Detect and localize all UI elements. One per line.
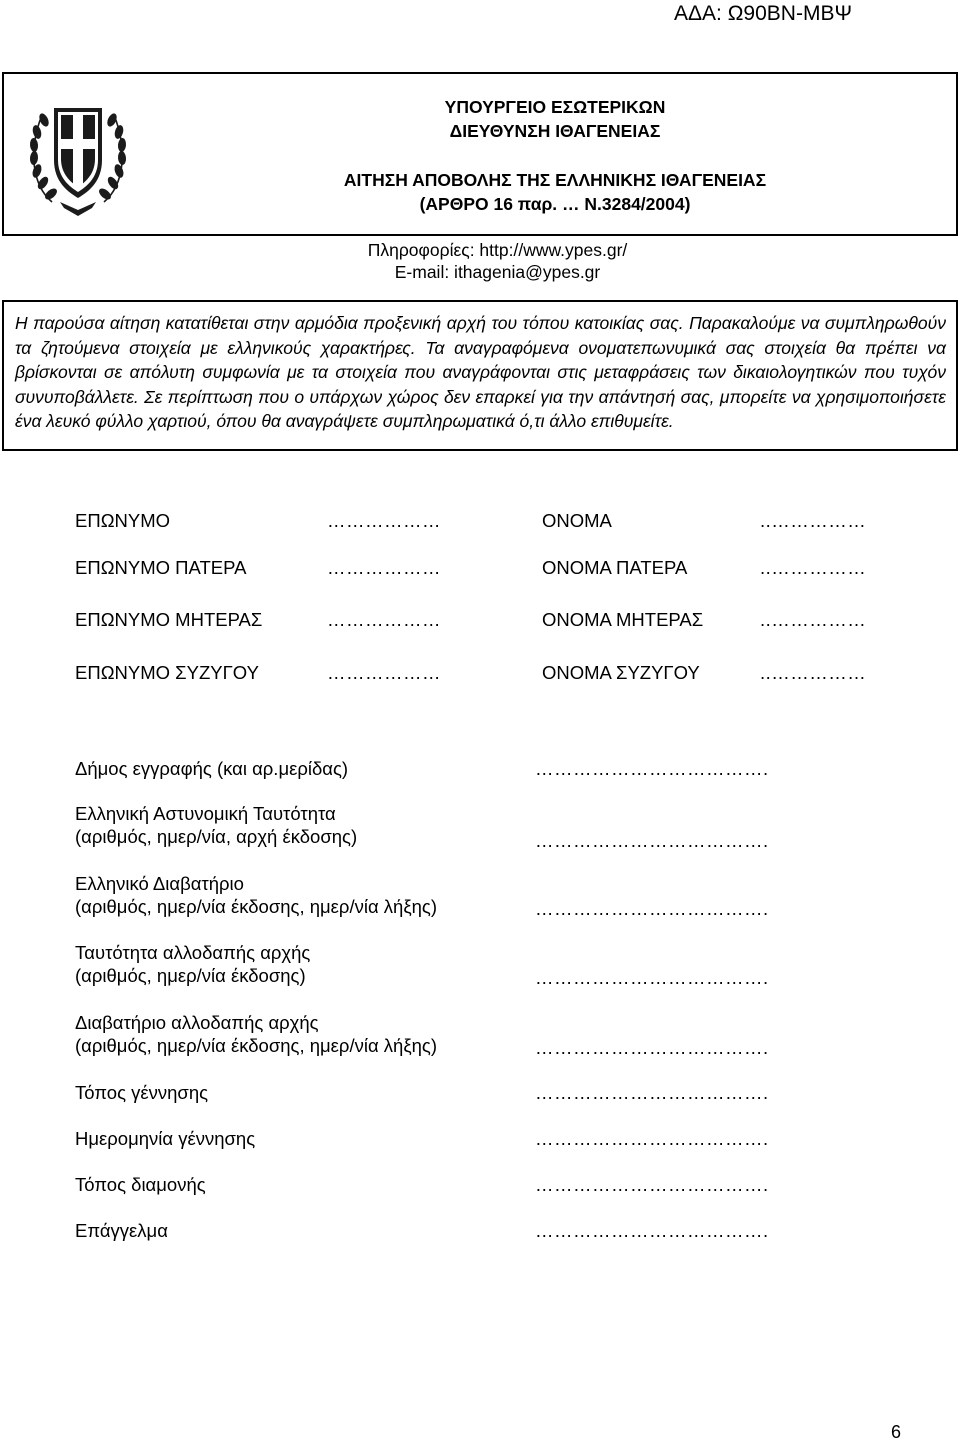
surname-label: ΕΠΩΝΥΜΟ xyxy=(75,510,171,531)
directorate-title: ΔΙΕΥΘΥΝΣΗ ΙΘΑΓΕΝΕΙΑΣ xyxy=(449,121,661,141)
residence-input[interactable]: ………………………………. xyxy=(535,1174,769,1195)
spouse-name-label: ΟΝΟΜΑ ΣΥΖΥΓΟΥ xyxy=(542,662,700,683)
ministry-title: ΥΠΟΥΡΓΕΙΟ ΕΣΩΤΕΡΙΚΩΝ xyxy=(444,97,666,117)
municipality-label: Δήμος εγγραφής (και αρ.μερίδας) xyxy=(75,758,349,779)
birthplace-label: Τόπος γέννησης xyxy=(75,1082,209,1103)
info-email: E-mail: ithagenia@ypes.gr xyxy=(394,262,601,282)
father-surname-label: ΕΠΩΝΥΜΟ ΠΑΤΕΡΑ xyxy=(75,557,247,578)
name-input[interactable]: ..…………… xyxy=(760,510,867,531)
birthdate-input[interactable]: ………………………………. xyxy=(535,1128,769,1149)
father-name-label: ΟΝΟΜΑ ΠΑΤΕΡΑ xyxy=(542,557,688,578)
spouse-surname-label: ΕΠΩΝΥΜΟ ΣΥΖΥΓΟΥ xyxy=(75,662,259,683)
occupation-label: Επάγγελμα xyxy=(75,1220,168,1241)
foreign-id-sublabel: (αριθμός, ημερ/νία έκδοσης) xyxy=(75,965,306,986)
police-id-sublabel: (αριθμός, ημερ/νία, αρχή έκδοσης) xyxy=(75,826,358,847)
name-label: ΟΝΟΜΑ xyxy=(542,510,612,531)
occupation-input[interactable]: ………………………………. xyxy=(535,1220,769,1241)
residence-label: Τόπος διαμονής xyxy=(75,1174,206,1195)
foreign-passport-label: Διαβατήριο αλλοδαπής αρχής xyxy=(75,1012,319,1033)
municipality-input[interactable]: ………………………………. xyxy=(535,758,769,779)
father-surname-input[interactable]: ……………… xyxy=(327,557,441,578)
info-website: Πληροφορίες: http://www.ypes.gr/ xyxy=(367,240,628,260)
mother-surname-input[interactable]: ……………… xyxy=(327,609,441,630)
greek-coat-of-arms-icon xyxy=(22,90,134,218)
notice-text: Η παρούσα αίτηση κατατίθεται στην αρμόδια προξενική αρχή του τόπου κατοικίας σας. Παρακαλούμε να συμπληρωθούν τα ζητούμενα στοιχεία με ελληνικούς χαρακτήρες. Τα αναγραφόμενα ονοματεπωνυμικά σας στοιχεία θα πρέπει να βρίσκονται σε απόλυτη συμφωνία με τα στοιχεία που αναγράφονται στις μεταφράσεις των δικαιολογητικών που τυχόν συνυποβάλλετε. Σε περίπτωση που ο υπάρχων χώρος δεν επαρκεί για την απάντησή σας, μπορείτε να χρησιμοποιήσετε ένα λευκό φύλλο χαρτιού, όπου θα αναγράψετε συμπληρωματικά ό,τι άλλο επιθυμείτε. xyxy=(15,313,946,432)
spouse-name-input[interactable]: ..…………… xyxy=(760,662,867,683)
father-name-input[interactable]: ..…………… xyxy=(760,557,867,578)
article-reference: (ΑΡΘΡΟ 16 παρ. … Ν.3284/2004) xyxy=(419,194,691,214)
police-id-label: Ελληνική Αστυνομική Ταυτότητα xyxy=(75,803,336,824)
notice-box xyxy=(2,300,958,451)
ada-code: ΑΔΑ: Ω90ΒΝ-ΜΒΨ xyxy=(674,2,852,25)
foreign-passport-sublabel: (αριθμός, ημερ/νία έκδοσης, ημερ/νία λήξης) xyxy=(75,1035,437,1056)
surname-input[interactable]: ……………… xyxy=(327,510,441,531)
mother-name-label: ΟΝΟΜΑ ΜΗΤΕΡΑΣ xyxy=(542,609,704,630)
mother-name-input[interactable]: ..…………… xyxy=(760,609,867,630)
foreign-id-input[interactable]: ………………………………. xyxy=(535,967,769,988)
greek-passport-label: Ελληνικό Διαβατήριο xyxy=(75,873,244,894)
application-title: ΑΙΤΗΣΗ ΑΠΟΒΟΛΗΣ ΤΗΣ ΕΛΛΗΝΙΚΗΣ ΙΘΑΓΕΝΕΙΑΣ xyxy=(343,170,767,190)
police-id-input[interactable]: ………………………………. xyxy=(535,830,769,851)
page-number: 6 xyxy=(891,1422,902,1442)
mother-surname-label: ΕΠΩΝΥΜΟ ΜΗΤΕΡΑΣ xyxy=(75,609,263,630)
foreign-passport-input[interactable]: ………………………………. xyxy=(535,1037,769,1058)
spouse-surname-input[interactable]: ……………… xyxy=(327,662,441,683)
foreign-id-label: Ταυτότητα αλλοδαπής αρχής xyxy=(75,942,311,963)
greek-passport-input[interactable]: ………………………………. xyxy=(535,898,769,919)
birthplace-input[interactable]: ………………………………. xyxy=(535,1082,769,1103)
birthdate-label: Ημερομηνία γέννησης xyxy=(75,1128,256,1149)
greek-passport-sublabel: (αριθμός, ημερ/νία έκδοσης, ημερ/νία λήξης) xyxy=(75,896,437,917)
